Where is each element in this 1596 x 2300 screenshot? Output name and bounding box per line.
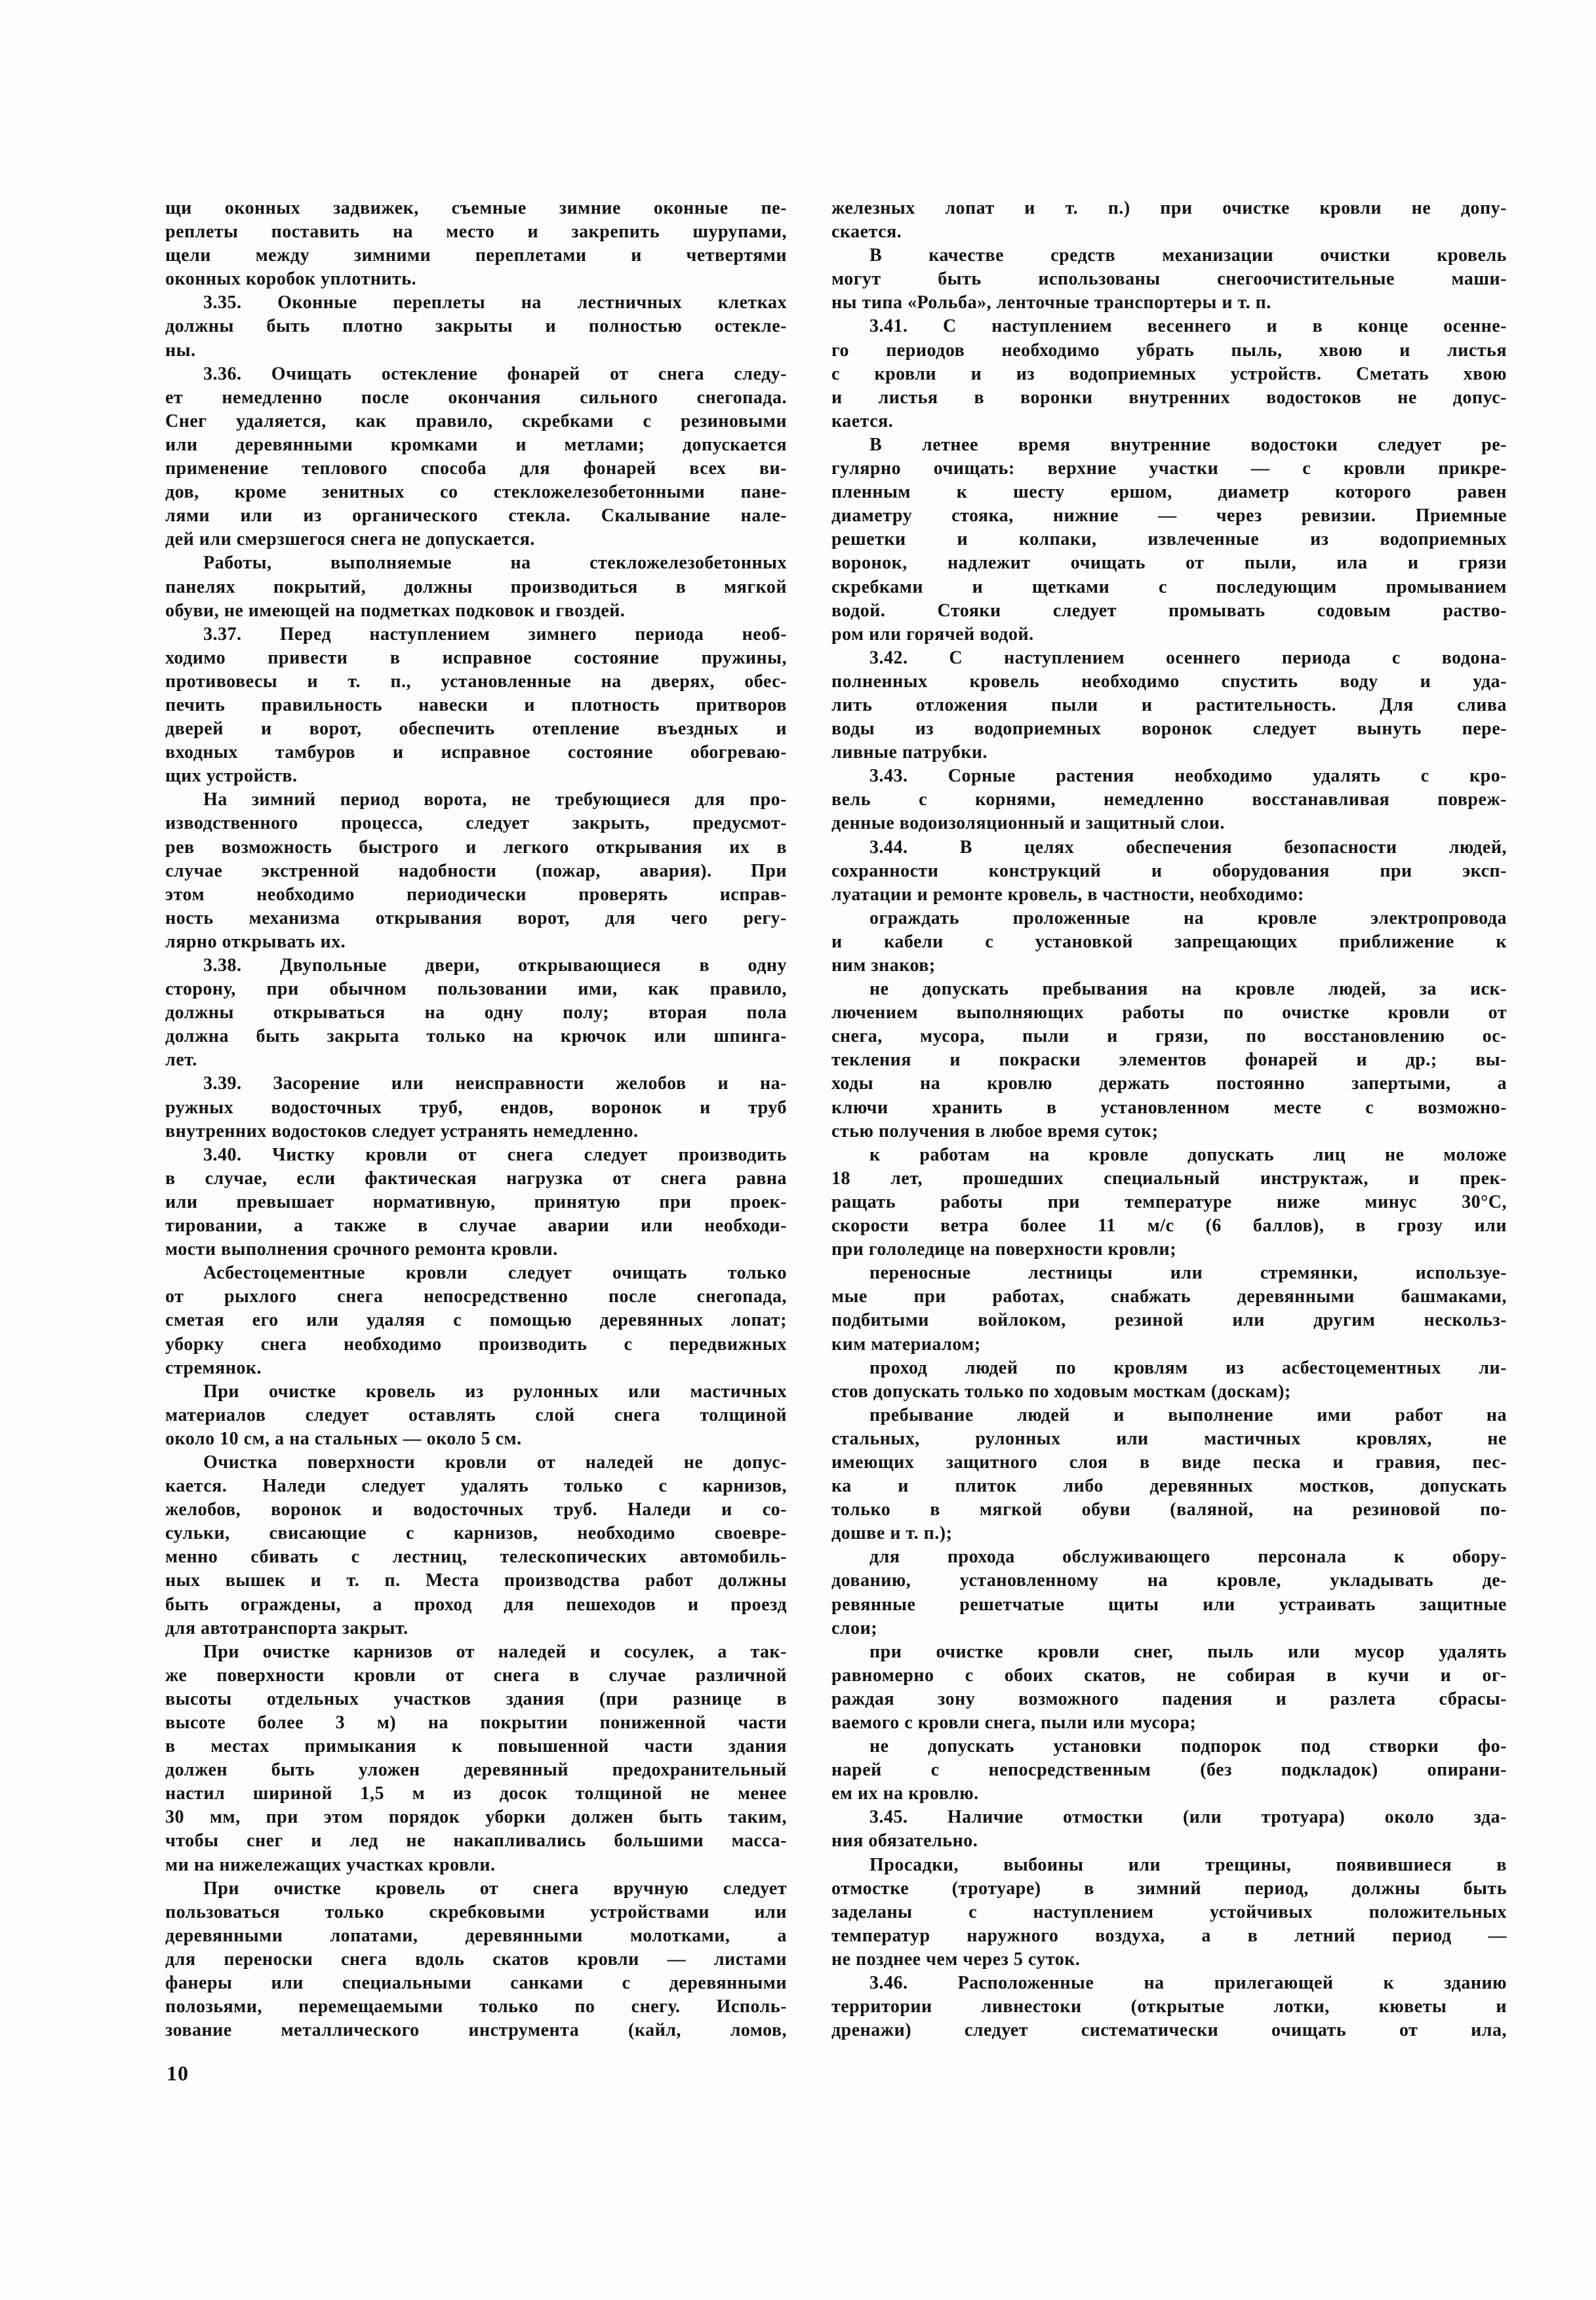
text-line: пребывание людей и выполнение ими работ на (869, 1404, 1507, 1425)
text-line: рев возможность быстрого и легкого открывания их в (165, 837, 787, 858)
text-line: ключи хранить в установленном месте с возможно- (831, 1097, 1507, 1118)
text-line: при очистке кровли снег, пыль или мусор удалять (869, 1641, 1507, 1662)
text-line: должны открываться на одну полу; вторая пола (165, 1002, 787, 1023)
text-line: ны типа «Рольба», ленточные транспортеры и т. п. (831, 292, 1271, 313)
text-line: тировании, а также в случае аварии или необходи- (165, 1216, 787, 1237)
text-line: в местах примыкания к повышенной части здания (165, 1736, 787, 1757)
text-line: равномерно с обоих скатов, не собирая в кучи и ог- (831, 1665, 1507, 1686)
text-line: настил шириной 1,5 м из досок толщиной не менее (165, 1783, 787, 1804)
text-line: кается. (831, 410, 894, 431)
text-line: В летнее время внутренние водостоки следует ре- (869, 434, 1507, 455)
text-line: гулярно очищать: верхние участки — с кровли прикре- (831, 458, 1507, 479)
text-line: ним знаков; (831, 955, 936, 976)
text-line: материалов следует оставлять слой снега толщиной (165, 1404, 787, 1425)
text-line: 3.45. Наличие отмостки (или тротуара) около зда- (869, 1807, 1507, 1828)
text-line: лет. (165, 1050, 197, 1071)
text-line: переносные лестницы или стремянки, используе- (869, 1263, 1507, 1284)
text-line: подбитыми войлоком, резиной или другим нескольз- (831, 1310, 1507, 1331)
text-line: раждая зону возможного падения и разлета сбрасы- (831, 1688, 1507, 1709)
page-number: 10 (167, 2061, 189, 2085)
text-line: панелях покрытий, должны производиться в мягкой (165, 576, 787, 597)
text-line: пленным к шесту ершом, диаметр которого равен (831, 482, 1507, 503)
text-line: ми на нижележащих участках кровли. (165, 1854, 496, 1875)
text-line: воды из водоприемных воронок следует вынуть пере- (831, 719, 1507, 740)
text-line: Очистка поверхности кровли от наледей не допус- (203, 1452, 787, 1473)
text-line: дверей и ворот, обеспечить отепление въездных и (165, 719, 787, 740)
text-line: для переноски снега вдоль скатов кровли — листами (165, 1949, 787, 1970)
text-line: щих устройств. (165, 766, 298, 787)
text-line: не позднее чем через 5 суток. (831, 1949, 1081, 1970)
text-line: ружных водосточных труб, ендов, воронок и труб (165, 1097, 787, 1118)
text-line: же поверхности кровли от снега в случае различной (165, 1665, 787, 1686)
text-line: от рыхлого снега непосредственно после снегопада, (165, 1286, 787, 1307)
text-line: В качестве средств механизации очистки кровель (869, 245, 1507, 266)
text-line: 30 мм, при этом порядок уборки должен быть таким, (165, 1807, 787, 1828)
text-line: температур наружного воздуха, а в летний период — (831, 1925, 1507, 1946)
text-line: ваемого с кровли снега, пыли или мусора; (831, 1713, 1197, 1733)
text-line: заделаны с наступлением устойчивых положительных (831, 1901, 1507, 1922)
text-column-right (831, 197, 1507, 2042)
text-line: быть ограждены, а проход для пешеходов и проезд (165, 1594, 787, 1615)
text-line: только в мягкой обуви (валяной, на резиновой по- (831, 1499, 1507, 1520)
text-line: ливные патрубки. (831, 742, 988, 763)
text-line: или деревянными кромками и метлами; допускается (165, 434, 787, 455)
text-line: ных вышек и т. п. Места производства работ должны (165, 1570, 787, 1591)
text-line: 3.37. Перед наступлением зимнего периода необ- (203, 624, 787, 644)
text-line: противовесы и т. п., установленные на дверях, обес- (165, 671, 787, 692)
text-line: не допускать установки подпорок под створки фо- (869, 1736, 1507, 1757)
text-line: или превышает нормативную, принятую при проек- (165, 1191, 787, 1212)
text-line: Просадки, выбоины или трещины, появившиеся в (869, 1854, 1507, 1875)
text-line: ет немедленно после окончания сильного снегопада. (165, 387, 787, 408)
text-line: желобов, воронок и водосточных труб. Наледи и со- (165, 1499, 787, 1520)
text-line: щи оконных задвижек, съемные зимние оконные пе- (165, 198, 787, 218)
text-line: При очистке кровель от снега вручную следует (203, 1878, 787, 1899)
text-line: 3.46. Расположенные на прилегающей к зданию (869, 1973, 1507, 1994)
text-line: деревянными лопатами, деревянными молотками, а (165, 1925, 787, 1946)
text-line: должен быть уложен деревянный предохранительный (165, 1760, 787, 1781)
text-line: ка и плиток либо деревянных мостков, допускать (831, 1476, 1507, 1497)
text-line: обуви, не имеющей на подметках подковок и гвоздей. (165, 600, 626, 621)
text-line: лярно открывать их. (165, 931, 346, 952)
text-line: случае экстренной надобности (пожар, авария). При (165, 860, 787, 881)
text-line: скается. (831, 222, 902, 243)
text-line: ность механизма открывания ворот, для чего регу- (165, 907, 787, 928)
text-line: дованию, установленному на кровле, укладывать де- (831, 1570, 1507, 1591)
text-line: мые при работах, снабжать деревянными башмаками, (831, 1286, 1507, 1307)
text-line: полненных кровель необходимо спустить воду и уда- (831, 671, 1507, 692)
text-line: 3.41. С наступлением весеннего и в конце осенне- (869, 316, 1507, 337)
text-line: для автотранспорта закрыт. (165, 1617, 409, 1638)
text-line: водой. Стояки следует промывать содовым раство- (831, 600, 1507, 621)
text-line: На зимний период ворота, не требующиеся для про- (203, 789, 787, 810)
text-line: 3.36. Очищать остекление фонарей от снега следу- (203, 363, 787, 384)
text-line: го периодов необходимо убрать пыль, хвою и листья (831, 340, 1507, 361)
text-line: 3.43. Сорные растения необходимо удалять с кро- (869, 766, 1507, 787)
text-line: щели между зимними переплетами и четвертями (165, 245, 787, 266)
text-line: ром или горячей водой. (831, 624, 1034, 644)
text-line: мости выполнения срочного ремонта кровли. (165, 1239, 558, 1260)
text-line: внутренних водостоков следует устранять немедленно. (165, 1120, 639, 1141)
text-line: не допускать пребывания на кровле людей, за иск- (869, 979, 1507, 1000)
text-line: стальных, рулонных или мастичных кровлях, не (831, 1428, 1507, 1449)
text-line: имеющих защитного слоя в виде песка и гравия, пес- (831, 1452, 1507, 1473)
text-line: и листья в воронки внутренних водостоков не допус- (831, 387, 1507, 408)
text-line: изводственного процесса, следует закрыть, предусмот- (165, 813, 787, 834)
text-line: ким материалом; (831, 1334, 981, 1355)
text-line: 3.35. Оконные переплеты на лестничных клетках (203, 292, 787, 313)
text-line: вель с корнями, немедленно восстанавливая повреж- (831, 789, 1507, 810)
text-line: железных лопат и т. п.) при очистке кровли не допу- (831, 198, 1507, 218)
text-line: дей или смерзшегося снега не допускается. (165, 529, 535, 550)
text-line: снега, мусора, пыли и грязи, по восстановлению ос- (831, 1026, 1507, 1047)
text-line: печить правильность навески и плотность притворов (165, 694, 787, 715)
text-line: и кабели с установкой запрещающих приближение к (831, 931, 1507, 952)
text-line: менно сбивать с лестниц, телескопических автомобиль- (165, 1547, 787, 1568)
text-line: высоты отдельных участков здания (при разнице в (165, 1688, 787, 1709)
text-line: зование металлического инструмента (кайл, ломов, (165, 2020, 787, 2041)
text-line: сульки, свисающие с карнизов, необходимо своевре- (165, 1523, 787, 1544)
text-line: 18 лет, прошедших специальный инструктаж, и прек- (831, 1168, 1507, 1189)
text-line: скорости ветра более 11 м/с (6 баллов), в грозу или (831, 1216, 1507, 1237)
text-line: дов, кроме зенитных со стекложелезобетонными пане- (165, 482, 787, 503)
text-line: денные водоизоляционный и защитный слои. (831, 813, 1225, 834)
text-line: ращать работы при температуре ниже минус 30°С, (831, 1191, 1507, 1212)
text-line: фанеры или специальными санками с деревянными (165, 1973, 787, 1994)
text-line: ны. (165, 340, 196, 361)
text-line: стью получения в любое время суток; (831, 1120, 1159, 1141)
text-column-left (165, 197, 787, 2042)
text-line: лить отложения пыли и растительность. Для слива (831, 694, 1507, 715)
text-line: должна быть закрыта только на крючок или шпинга- (165, 1026, 787, 1047)
text-line: нарей с непосредственным (без подкладок) опирани- (831, 1760, 1507, 1781)
text-line: текления и покраски элементов фонарей и др.; вы- (831, 1050, 1507, 1071)
text-line: чтобы снег и лед не накапливались большими масса- (165, 1831, 787, 1852)
text-line: с кровли и из водоприемных устройств. Сметать хвою (831, 363, 1507, 384)
text-line: 3.39. Засорение или неисправности желобов и на- (203, 1073, 787, 1094)
text-line: ограждать проложенные на кровле электропровода (869, 907, 1507, 928)
text-line: реплеты поставить на место и закрепить шурупами, (165, 222, 787, 243)
text-line: 3.42. С наступлением осеннего периода с водона- (869, 647, 1507, 668)
text-line: ходы на кровлю держать постоянно запертыми, а (831, 1073, 1507, 1094)
text-line: 3.38. Двупольные двери, открывающиеся в одну (203, 955, 787, 976)
text-line: скребками и щетками с последующим промыванием (831, 576, 1507, 597)
text-line: к работам на кровле допускать лиц не моложе (869, 1144, 1507, 1165)
text-line: отмостке (тротуаре) в зимний период, должны быть (831, 1878, 1507, 1899)
text-line: 3.40. Чистку кровли от снега следует производить (203, 1144, 787, 1165)
text-line: могут быть использованы снегоочистительные маши- (831, 269, 1507, 290)
text-line: для прохода обслуживающего персонала к обору- (869, 1547, 1507, 1568)
text-line: около 10 см, а на стальных — около 5 см. (165, 1428, 522, 1449)
text-line: При очистке кровель из рулонных или мастичных (203, 1381, 787, 1402)
text-line: полозьями, перемещаемыми только по снегу. Исполь- (165, 1996, 787, 2017)
text-line: дошве и т. п.); (831, 1523, 953, 1544)
text-line: применение теплового способа для фонарей всех ви- (165, 458, 787, 479)
text-line: оконных коробок уплотнить. (165, 269, 417, 290)
text-line: слои; (831, 1617, 878, 1638)
text-line: входных тамбуров и исправное состояние обогреваю- (165, 742, 787, 763)
text-line: должны быть плотно закрыты и полностью остекле- (165, 316, 787, 337)
text-line: ходимо привести в исправное состояние пружины, (165, 647, 787, 668)
text-line: лями или из органического стекла. Скалывание нале- (165, 506, 787, 526)
text-line: кается. Наледи следует удалять только с карнизов, (165, 1476, 787, 1497)
text-line: сторону, при обычном пользовании ими, как правило, (165, 979, 787, 1000)
text-line: Асбестоцементные кровли следует очищать только (203, 1263, 787, 1284)
text-line: лючением выполняющих работы по очистке кровли от (831, 1002, 1507, 1023)
text-line: дренажи) следует систематически очищать от ила, (831, 2020, 1507, 2041)
text-line: при гололедице на поверхности кровли; (831, 1239, 1177, 1260)
text-line: пользоваться только скребковыми устройствами или (165, 1901, 787, 1922)
text-line: диаметру стояка, нижние — через ревизии. Приемные (831, 506, 1507, 526)
text-line: 3.44. В целях обеспечения безопасности людей, (869, 837, 1507, 858)
text-line: уборку снега необходимо производить с передвижных (165, 1334, 787, 1355)
text-line: ния обязательно. (831, 1831, 978, 1852)
text-line: в случае, если фактическая нагрузка от снега равна (165, 1168, 787, 1189)
text-line: ревянные решетчатые щиты или устраивать защитные (831, 1594, 1507, 1615)
text-line: решетки и колпаки, извлеченные из водоприемных (831, 529, 1507, 550)
text-line: сохранности конструкций и оборудования при эксп- (831, 860, 1507, 881)
text-line: территории ливнестоки (открытые лотки, кюветы и (831, 1996, 1507, 2017)
text-line: высоте более 3 м) на покрытии пониженной части (165, 1713, 787, 1733)
text-line: этом необходимо периодически проверять исправ- (165, 884, 787, 905)
text-line: ем их на кровлю. (831, 1783, 979, 1804)
text-line: луатации и ремонте кровель, в частности, необходимо: (831, 884, 1304, 905)
text-line: Снег удаляется, как правило, скребками с резиновыми (165, 410, 787, 431)
text-line: Работы, выполняемые на стекложелезобетонных (203, 553, 787, 574)
text-line: При очистке карнизов от наледей и сосулек, а так- (203, 1641, 787, 1662)
text-line: стов допускать только по ходовым мосткам (доскам); (831, 1381, 1291, 1402)
text-line: сметая его или удаляя с помощью деревянных лопат; (165, 1310, 787, 1331)
text-line: проход людей по кровлям из асбестоцементных ли- (869, 1357, 1507, 1378)
text-line: воронок, надлежит очищать от пыли, ила и грязи (831, 553, 1507, 574)
text-line: стремянок. (165, 1357, 262, 1378)
